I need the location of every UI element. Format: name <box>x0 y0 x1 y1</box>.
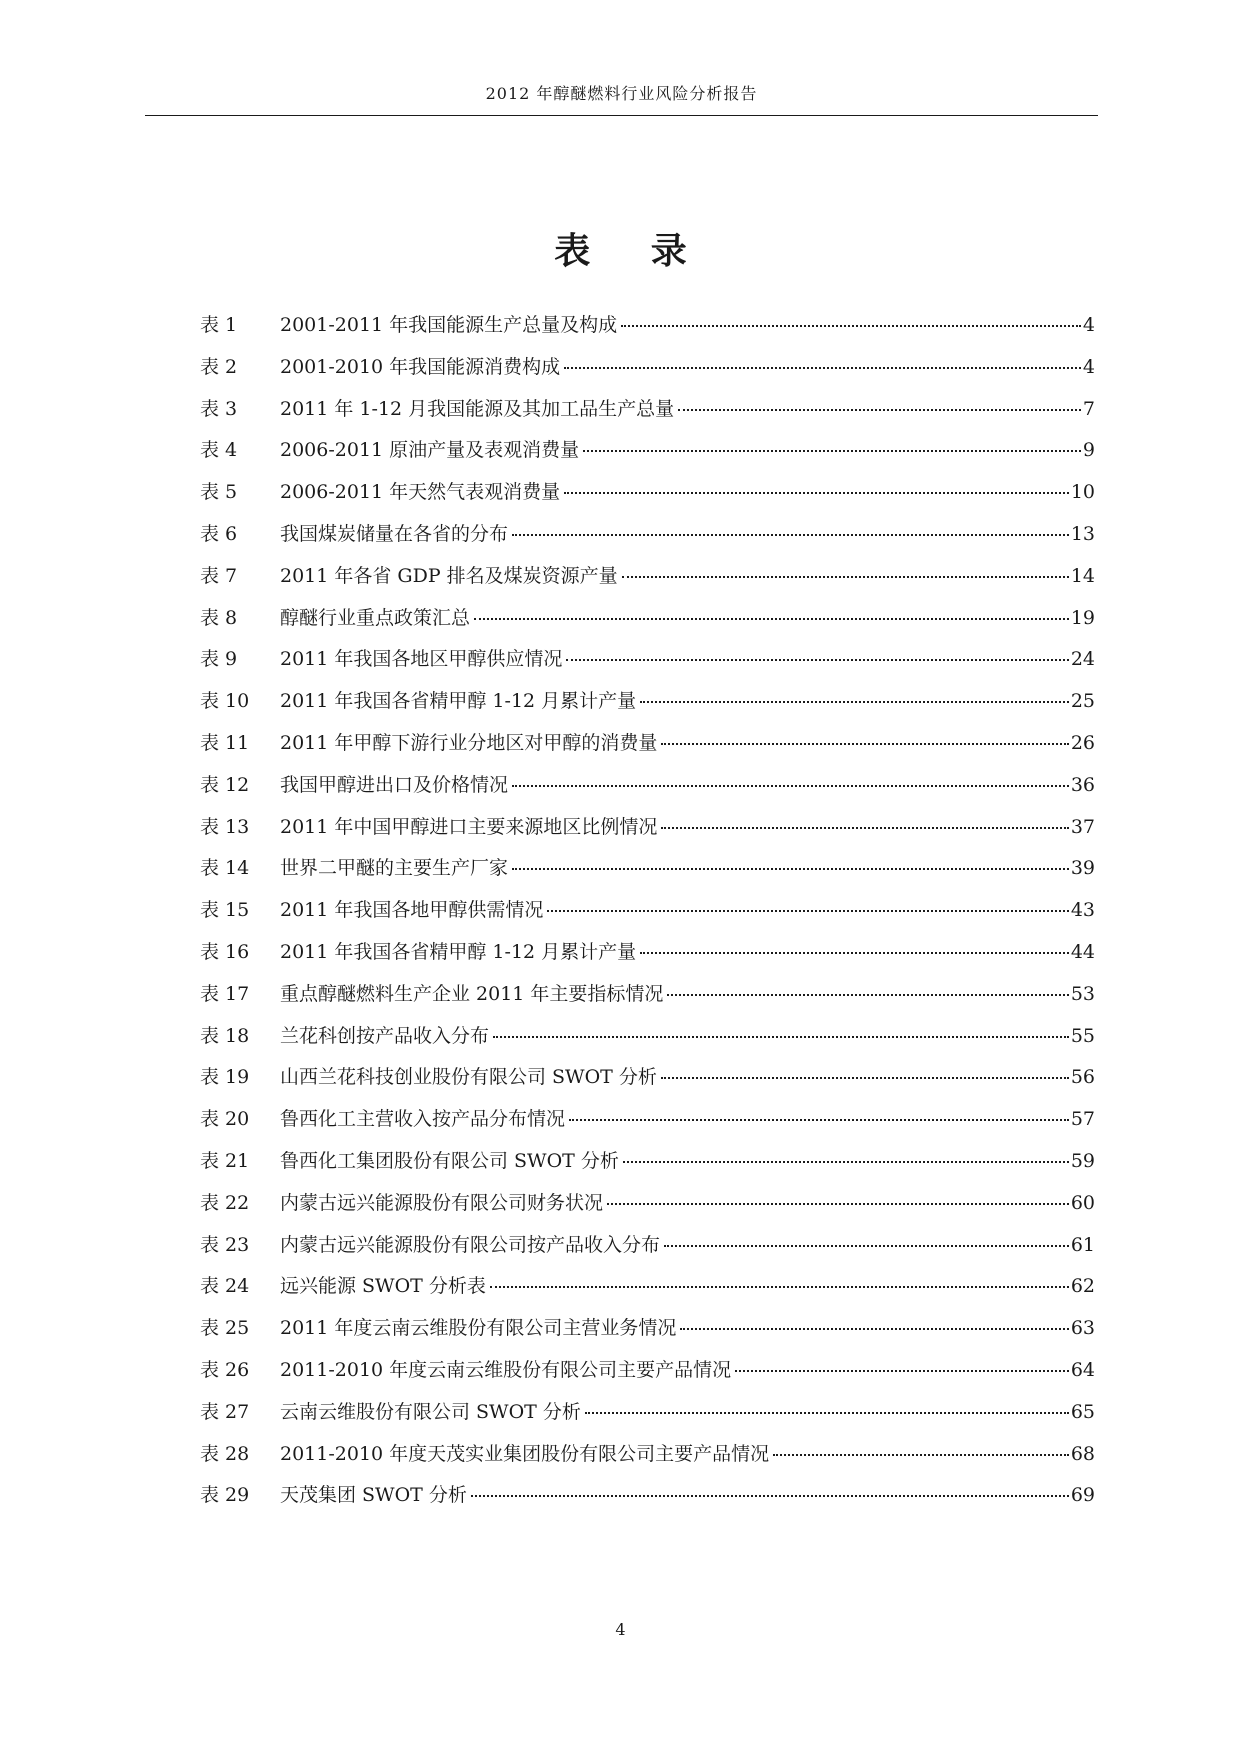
toc-entry-title[interactable]: 2006-2011 年天然气表观消费量 <box>280 481 561 504</box>
toc-entry-page[interactable]: 44 <box>1070 940 1095 963</box>
toc-entry-title[interactable]: 2001-2010 年我国能源消费构成 <box>280 355 561 378</box>
toc-entry-number: 表 17 <box>200 982 250 1005</box>
toc-entry-page[interactable]: 64 <box>1070 1358 1095 1381</box>
toc-entry-page[interactable]: 7 <box>1082 397 1095 420</box>
toc-entry[interactable] <box>200 1475 1095 1517</box>
toc-entry-page[interactable]: 19 <box>1070 606 1095 629</box>
toc-entry-page[interactable]: 37 <box>1070 815 1095 838</box>
running-header: 2012 年醇醚燃料行业风险分析报告 <box>485 84 758 103</box>
toc-entry-page[interactable]: 4 <box>1082 355 1095 378</box>
toc-entry-page[interactable]: 65 <box>1070 1400 1095 1423</box>
toc-entry-title[interactable]: 鲁西化工集团股份有限公司 SWOT 分析 <box>280 1149 619 1172</box>
toc-dot-leader <box>490 1285 1069 1288</box>
toc-entry[interactable] <box>200 1434 1095 1476</box>
page-number: 4 <box>615 1620 626 1639</box>
toc-entry-page[interactable]: 60 <box>1070 1191 1095 1214</box>
page-title: 表 录 <box>554 230 711 273</box>
toc-dot-leader <box>583 449 1081 452</box>
toc-entry-page[interactable]: 56 <box>1070 1066 1095 1089</box>
toc-entry-page[interactable]: 24 <box>1070 648 1095 671</box>
toc-entry[interactable] <box>200 1266 1095 1308</box>
toc-entry[interactable] <box>200 723 1095 765</box>
toc-entry-title[interactable]: 重点醇醚燃料生产企业 2011 年主要指标情况 <box>280 982 664 1005</box>
toc-entry-number: 表 18 <box>200 1024 250 1047</box>
toc-entry-page[interactable]: 14 <box>1070 564 1095 587</box>
toc-entry[interactable] <box>200 681 1095 723</box>
toc-entry-title[interactable]: 2011 年甲醇下游行业分地区对甲醇的消费量 <box>280 731 658 754</box>
toc-dot-leader <box>623 1160 1069 1163</box>
toc-entry-title[interactable]: 云南云维股份有限公司 SWOT 分析 <box>280 1400 581 1423</box>
toc-entry-page[interactable]: 53 <box>1070 982 1095 1005</box>
toc-entry-title[interactable]: 远兴能源 SWOT 分析表 <box>280 1275 486 1298</box>
toc-entry-number: 表 26 <box>200 1358 250 1381</box>
header-rule <box>145 115 1098 116</box>
toc-entry[interactable] <box>200 1057 1095 1099</box>
table-of-tables <box>200 305 1095 1517</box>
toc-entry-number: 表 20 <box>200 1108 250 1131</box>
toc-entry-page[interactable]: 43 <box>1070 899 1095 922</box>
toc-entry-title[interactable]: 2001-2011 年我国能源生产总量及构成 <box>280 314 618 336</box>
toc-entry[interactable] <box>200 848 1095 890</box>
toc-entry-title[interactable]: 兰花科创按产品收入分布 <box>280 1024 490 1047</box>
toc-entry-title[interactable]: 2011 年各省 GDP 排名及煤炭资源产量 <box>280 564 618 587</box>
toc-entry-title[interactable]: 我国甲醇进出口及价格情况 <box>280 773 509 796</box>
toc-entry[interactable] <box>200 765 1095 807</box>
toc-entry-number: 表 11 <box>200 731 250 754</box>
toc-entry-title[interactable]: 2011 年我国各省精甲醇 1-12 月累计产量 <box>280 690 637 713</box>
toc-entry-title[interactable]: 鲁西化工主营收入按产品分布情况 <box>280 1108 566 1131</box>
toc-dot-leader <box>640 951 1069 954</box>
toc-entry[interactable] <box>200 305 1095 347</box>
toc-entry-number: 表 29 <box>200 1484 250 1507</box>
toc-entry[interactable] <box>200 430 1095 472</box>
toc-entry-number: 表 16 <box>200 940 250 963</box>
toc-entry[interactable] <box>200 472 1095 514</box>
toc-entry-number: 表 15 <box>200 899 250 922</box>
toc-dot-leader <box>667 993 1068 996</box>
toc-entry-number: 表 7 <box>200 564 238 587</box>
toc-entry[interactable] <box>200 1350 1095 1392</box>
toc-entry-title[interactable]: 醇醚行业重点政策汇总 <box>280 606 471 629</box>
toc-dot-leader <box>735 1369 1069 1372</box>
toc-entry-page[interactable]: 9 <box>1082 439 1095 462</box>
toc-entry-number: 表 5 <box>200 481 238 504</box>
toc-entry-page[interactable]: 69 <box>1070 1484 1095 1507</box>
toc-dot-leader <box>773 1453 1069 1456</box>
toc-entry-number: 表 2 <box>200 355 238 378</box>
toc-entry-title[interactable]: 2011 年我国各地甲醇供需情况 <box>280 899 544 922</box>
toc-entry-number: 表 19 <box>200 1066 250 1089</box>
toc-entry-number: 表 23 <box>200 1233 250 1256</box>
toc-entry[interactable] <box>200 1308 1095 1350</box>
toc-dot-leader <box>585 1411 1069 1414</box>
toc-dot-leader <box>607 1202 1069 1205</box>
toc-entry[interactable] <box>200 932 1095 974</box>
toc-entry[interactable] <box>200 598 1095 640</box>
toc-entry-title[interactable]: 2006-2011 原油产量及表观消费量 <box>280 439 580 462</box>
toc-entry-title[interactable]: 2011 年我国各省精甲醇 1-12 月累计产量 <box>280 940 637 963</box>
toc-entry-number: 表 3 <box>200 397 238 420</box>
toc-entry-title[interactable]: 我国煤炭储量在各省的分布 <box>280 522 509 545</box>
toc-dot-leader <box>512 867 1069 870</box>
toc-dot-leader <box>566 658 1068 661</box>
toc-entry-title[interactable]: 2011 年中国甲醇进口主要来源地区比例情况 <box>280 815 658 838</box>
toc-entry[interactable] <box>200 1016 1095 1058</box>
toc-dot-leader <box>678 408 1081 411</box>
toc-entry-number: 表 22 <box>200 1191 250 1214</box>
toc-dot-leader <box>661 826 1068 829</box>
toc-dot-leader <box>661 742 1068 745</box>
toc-entry[interactable] <box>200 639 1095 681</box>
toc-entry-page[interactable]: 36 <box>1070 773 1095 796</box>
toc-entry-number: 表 1 <box>200 314 238 336</box>
toc-entry[interactable] <box>200 974 1095 1016</box>
toc-entry[interactable] <box>200 389 1095 431</box>
toc-entry-page[interactable]: 63 <box>1070 1317 1095 1340</box>
toc-dot-leader <box>664 1244 1069 1247</box>
toc-entry[interactable] <box>200 1392 1095 1434</box>
toc-entry[interactable] <box>200 890 1095 932</box>
toc-entry-number: 表 8 <box>200 606 238 629</box>
toc-entry[interactable] <box>200 1141 1095 1183</box>
toc-entry[interactable] <box>200 807 1095 849</box>
toc-entry-page[interactable]: 55 <box>1070 1024 1095 1047</box>
toc-entry[interactable] <box>200 514 1095 556</box>
toc-entry-title[interactable]: 2011 年我国各地区甲醇供应情况 <box>280 648 563 671</box>
toc-entry-page[interactable]: 4 <box>1082 314 1095 336</box>
toc-entry-number: 表 12 <box>200 773 250 796</box>
toc-entry-page[interactable]: 61 <box>1070 1233 1095 1256</box>
toc-entry-number: 表 4 <box>200 439 238 462</box>
toc-entry-page[interactable]: 25 <box>1070 690 1095 713</box>
toc-dot-leader <box>493 1035 1069 1038</box>
toc-dot-leader <box>621 324 1081 327</box>
toc-entry-page[interactable]: 39 <box>1070 857 1095 880</box>
toc-entry-title[interactable]: 2011 年 1-12 月我国能源及其加工品生产总量 <box>280 397 675 420</box>
toc-dot-leader <box>680 1327 1068 1330</box>
toc-dot-leader <box>661 1076 1069 1079</box>
toc-entry[interactable] <box>200 1183 1095 1225</box>
toc-entry-page[interactable]: 62 <box>1070 1275 1095 1298</box>
toc-entry-number: 表 14 <box>200 857 250 880</box>
toc-entry-page[interactable]: 59 <box>1070 1149 1095 1172</box>
toc-entry-title[interactable]: 天茂集团 SWOT 分析 <box>280 1484 467 1507</box>
toc-dot-leader <box>569 1118 1069 1121</box>
toc-dot-leader <box>622 575 1069 578</box>
toc-entry-page[interactable]: 10 <box>1070 481 1095 504</box>
toc-entry-number: 表 9 <box>200 648 238 671</box>
toc-entry-number: 表 24 <box>200 1275 250 1298</box>
toc-entry-number: 表 13 <box>200 815 250 838</box>
toc-entry-number: 表 28 <box>200 1442 250 1465</box>
toc-entry[interactable] <box>200 556 1095 598</box>
toc-entry-title[interactable]: 山西兰花科技创业股份有限公司 SWOT 分析 <box>280 1066 657 1089</box>
toc-entry-title[interactable]: 2011-2010 年度云南云维股份有限公司主要产品情况 <box>280 1358 732 1381</box>
toc-entry-number: 表 10 <box>200 690 250 713</box>
toc-entry-title[interactable]: 2011-2010 年度天茂实业集团股份有限公司主要产品情况 <box>280 1442 770 1465</box>
toc-dot-leader <box>640 700 1069 703</box>
toc-entry-number: 表 6 <box>200 522 238 545</box>
toc-dot-leader <box>547 909 1068 912</box>
toc-entry-page[interactable]: 57 <box>1070 1108 1095 1131</box>
toc-dot-leader <box>474 617 1069 620</box>
toc-entry-title[interactable]: 内蒙古远兴能源股份有限公司按产品收入分布 <box>280 1233 661 1256</box>
toc-dot-leader <box>471 1494 1069 1497</box>
toc-entry-page[interactable]: 13 <box>1070 522 1095 545</box>
toc-dot-leader <box>564 491 1069 494</box>
toc-entry-title[interactable]: 世界二甲醚的主要生产厂家 <box>280 857 509 880</box>
toc-entry[interactable] <box>200 1225 1095 1267</box>
toc-entry-title[interactable]: 内蒙古远兴能源股份有限公司财务状况 <box>280 1191 604 1214</box>
toc-entry-number: 表 27 <box>200 1400 250 1423</box>
toc-dot-leader <box>512 533 1069 536</box>
toc-entry-page[interactable]: 68 <box>1070 1442 1095 1465</box>
toc-entry[interactable] <box>200 347 1095 389</box>
toc-entry-number: 表 21 <box>200 1149 250 1172</box>
toc-dot-leader <box>564 366 1081 369</box>
toc-entry-number: 表 25 <box>200 1317 250 1340</box>
toc-entry-page[interactable]: 26 <box>1070 731 1095 754</box>
toc-entry-title[interactable]: 2011 年度云南云维股份有限公司主营业务情况 <box>280 1317 677 1340</box>
toc-entry[interactable] <box>200 1099 1095 1141</box>
toc-dot-leader <box>512 784 1069 787</box>
